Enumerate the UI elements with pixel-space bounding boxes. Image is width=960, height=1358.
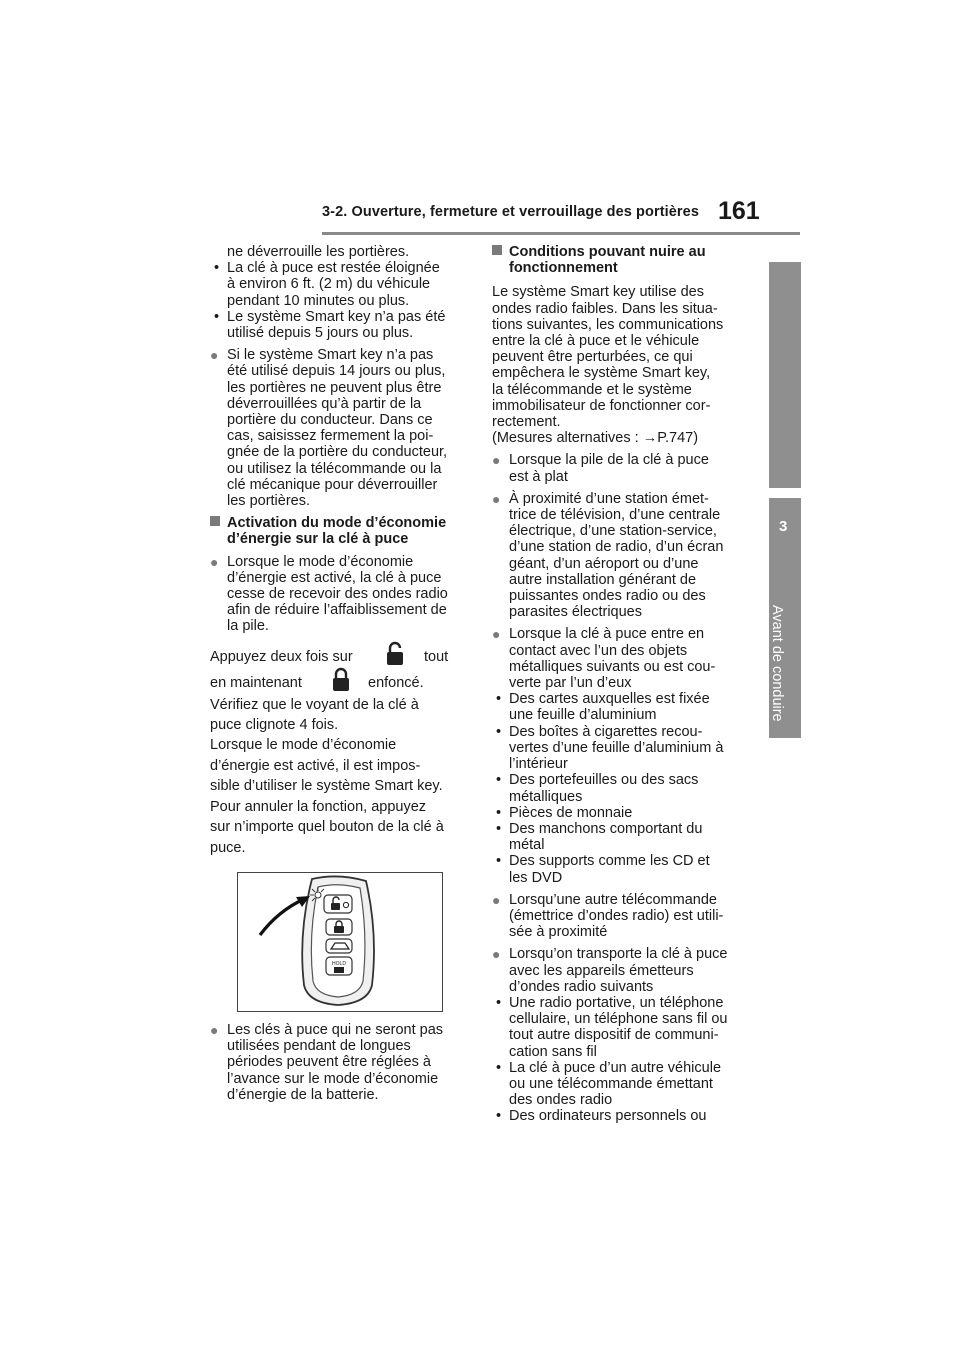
bullet-item: ● Les clés à puce qui ne seront pas utilisées pendant de longues périodes peuvent être réglées à l’avance sur le mode d’économie d’énergie de la batterie. [210,1021,444,1103]
dash-item: • Des supports comme les CD et les DVD [496,853,710,886]
square-marker-icon [210,516,220,526]
bullet-dot-icon: ● [210,553,219,570]
dash-item: • Le système Smart key n’a pas été utilisé depuis 5 jours ou plus. [214,308,446,342]
bullet-dot-icon: ● [492,946,501,963]
dash-item: • Pièces de monnaie [496,804,633,821]
hold-label: HOLD [332,960,346,967]
bullet-item: ● Lorsque la clé à puce entre en contact avec l’un des objets métalliques suivants ou est cou- verte par l’un d’eux [492,626,716,692]
page-number: 161 [718,197,760,225]
dash-item: • Des portefeuilles ou des sacs métalliques [496,772,699,805]
instruction-line: en maintenant enfoncé. [210,667,470,691]
side-tab-chapter-number [769,262,801,488]
bullet-item: ● À proximité d’une station émet- trice de télévision, d’une centrale électrique, d’une station-service, d’une station de radio, d’un écran géant, d’un aéroport ou d’une autre installation générant de puissantes ondes radio ou des parasites électriques [492,490,724,621]
section-heading: Activation du mode d’économie d’énergie sur la clé à puce [210,515,470,547]
right-column [492,244,754,1125]
header-title: 3-2. Ouverture, fermeture et verrouillage des portières [322,204,699,220]
bullet-dot-icon: ● [492,452,501,469]
bullet-item: ● Lorsqu’on transporte la clé à puce avec les appareils émetteurs d’ondes radio suivants [492,946,728,995]
bullet-dot-icon: ● [492,626,501,643]
bullet-dot-icon: ● [210,347,219,364]
key-fob-figure [237,872,443,1012]
bullet-dot-icon: ● [492,891,501,908]
chapter-number: 3 [779,518,788,535]
bullet-item: ● Lorsqu’une autre télécommande (émettrice d’ondes radio) est utili- sée à proximité [492,891,724,941]
bullet-dot-icon: ● [492,490,501,507]
bullet-item: ● Si le système Smart key n’a pas été utilisé depuis 14 jours ou plus, les portières ne peuvent plus être déverrouillées qu’à partir de la portière du conducteur. Dans ce cas, saisissez fermement la poi- gnée de la portière du conducteur, ou utilisez la télécommande ou la clé mécanique pour déverrouiller les portières. [210,347,448,510]
dash-item: • Des manchons comportant du métal [496,820,703,854]
paragraph: Le système Smart key utilise des ondes radio faibles. Dans les situa- tions suivantes, les communications entre la clé à puce et le véhicule peuvent être perturbées, ce qui empêchera le système Smart key, la télécommande et le système immobilisateur de fonctionner cor- rectement. (Mesures alternatives : →P.747) [492,284,724,447]
dash-item: • Des cartes auxquelles est fixée une feuille d’aluminium [496,691,710,724]
paragraph: Vérifiez que le voyant de la clé à puce clignote 4 fois. Lorsque le mode d’économie d’énergie est activé, il est impos- sible d’utiliser le système Smart key. Pour annuler la fonction, appuyez sur n’importe quel bouton de la clé à puce. [210,696,444,856]
dash-item: • La clé à puce est restée éloignée à environ 6 ft. (2 m) du véhicule pendant 10 minutes ou plus. [214,260,440,309]
unlock-icon [384,641,406,667]
header-rule [322,232,800,235]
chapter-label: Avant de conduire [769,605,785,722]
section-heading: Conditions pouvant nuire au fonctionnement [492,244,754,276]
dash-item: • Des ordinateurs personnels ou [496,1108,707,1125]
left-column [210,244,470,1109]
lock-icon [330,667,352,693]
bullet-item: ● Lorsque le mode d’économie d’énergie est activé, la clé à puce cesse de recevoir des ondes radio afin de réduire l’affaiblissement de la pile. [210,553,448,635]
key-fob-illustration [238,873,442,1011]
dash-item: • La clé à puce d’un autre véhicule ou une télécommande émettant des ondes radio [496,1059,722,1109]
instruction-line: Appuyez deux fois sur tout [210,641,470,665]
dash-item: • Des boîtes à cigarettes recou- vertes d’une feuille d’aluminium à l’intérieur [496,723,724,773]
square-marker-icon [492,245,502,255]
bullet-item: ● Lorsque la pile de la clé à puce est à plat [492,452,709,485]
continued-line: ne déverrouille les portières. [227,244,410,260]
bullet-dot-icon: ● [210,1021,219,1038]
dash-item: • Une radio portative, un téléphone cellulaire, un téléphone sans fil ou tout autre dispositif de communi- cation sans fil [496,994,728,1060]
